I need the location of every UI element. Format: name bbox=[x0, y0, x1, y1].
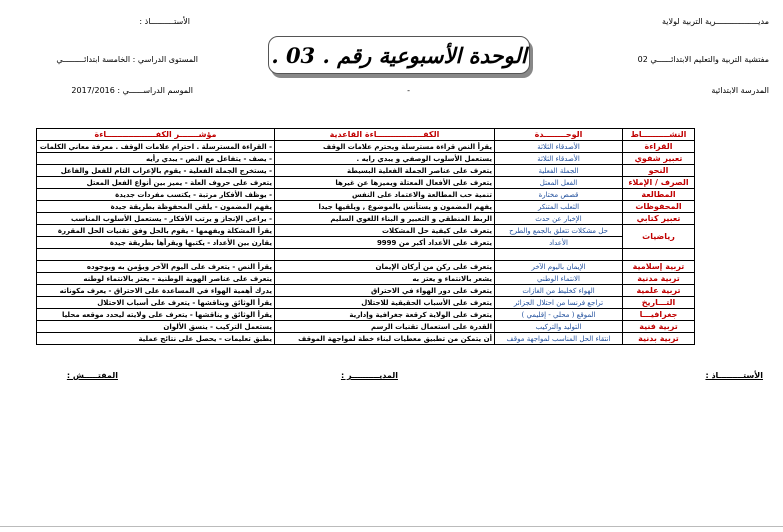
competency-cell: يتعرف على دور الهواء في الاحتراق bbox=[275, 285, 495, 297]
table-row bbox=[37, 213, 695, 225]
indicator-cell: يفهم المضمون - يلقي المحفوظة بطريقة جيدة bbox=[37, 201, 275, 213]
indicator-cell: يتعرف على عناصر الهوية الوطنية - يعتز بالانتماء لوطنه bbox=[37, 273, 275, 285]
table-row bbox=[37, 309, 695, 321]
table-row bbox=[37, 165, 695, 177]
activity-cell: رياضيات bbox=[623, 225, 695, 249]
table-row bbox=[37, 141, 695, 153]
table-row bbox=[37, 177, 695, 189]
activity-cell: تربية فنية bbox=[623, 321, 695, 333]
indicator-cell: يقارن بين الأعداد - يكتبها ويقرأها بطريقة جيدة bbox=[37, 237, 275, 249]
table-row bbox=[37, 285, 695, 297]
unit-cell: حل مشكلات تتعلق بالجمع والطرح bbox=[495, 225, 623, 237]
unit-cell: الانتماء الوطني bbox=[495, 273, 623, 285]
competency-cell bbox=[275, 249, 495, 261]
competency-cell: يشعر بالانتماء و يعتز به bbox=[275, 273, 495, 285]
unit-cell: الأصدقاء الثلاثة bbox=[495, 153, 623, 165]
column-header-indicators: مؤشـــــــر الكفــــــــــــــــــاءة bbox=[37, 129, 275, 141]
teacher-header-label: الأستــــــــــاذ : bbox=[139, 17, 190, 26]
unit-title: الوحدة الأسبوعية رقم . 03 . bbox=[271, 42, 527, 68]
page-bottom-border bbox=[0, 526, 783, 527]
competency-cell: يتعرف على الولاية كرقعة جغرافية وإدارية bbox=[275, 309, 495, 321]
table-row-empty bbox=[37, 249, 695, 261]
indicator-cell: - يستخرج الجملة الفعلية - يقوم بالإعراب التام للفعل والفاعل bbox=[37, 165, 275, 177]
unit-cell: الموقع ( محلي - إقليمي ) bbox=[495, 309, 623, 321]
activity-cell: تربية بدنية bbox=[623, 333, 695, 345]
activity-cell: القراءة bbox=[623, 141, 695, 153]
activity-cell: تربية مدنية bbox=[623, 273, 695, 285]
competency-cell: يتعرف على الأعداد أكبر من 9999 bbox=[275, 237, 495, 249]
activity-cell: جغرافيـــا bbox=[623, 309, 695, 321]
table-header-row bbox=[37, 129, 695, 141]
footer-teacher-label: الأستـــــــــاذ : bbox=[705, 371, 763, 380]
activity-cell: المحفوظات bbox=[623, 201, 695, 213]
table-row bbox=[37, 201, 695, 213]
footer-inspector-label: المفتـــــش : bbox=[66, 371, 118, 380]
competency-cell: يفهم المضمون و يستأنس بالموضوع , ويلقيها جيدا bbox=[275, 201, 495, 213]
competency-cell: الربط المنطقي و التعبير و البناء اللغوي السليم bbox=[275, 213, 495, 225]
unit-cell: تراجع فرنسا من احتلال الجزائر bbox=[495, 297, 623, 309]
unit-cell: الهواء كخليط من الغازات bbox=[495, 285, 623, 297]
table-row bbox=[37, 237, 695, 249]
inspectorate-label: مفتشية التربية والتعليم الابتدائــــــي 02 bbox=[637, 55, 769, 64]
activity-cell: النحو bbox=[623, 165, 695, 177]
school-label: المدرسة الابتدائية bbox=[711, 86, 769, 95]
column-header-competency: الكفـــــــــــــــــاءة القاعدية bbox=[275, 129, 495, 141]
table-row bbox=[37, 273, 695, 285]
indicator-cell: - يصف - يتفاعل مع النص - يبدي رأيه bbox=[37, 153, 275, 165]
table-row bbox=[37, 225, 695, 237]
unit-title-box bbox=[268, 36, 530, 74]
unit-cell bbox=[495, 249, 623, 261]
table-row bbox=[37, 333, 695, 345]
unit-cell: انتقاء الحل المناسب لمواجهة موقف bbox=[495, 333, 623, 345]
activity-cell: التـــاريخ bbox=[623, 297, 695, 309]
unit-cell: الأعداد bbox=[495, 237, 623, 249]
competency-cell: يتعرف على كيفية حل المشكلات bbox=[275, 225, 495, 237]
table-row bbox=[37, 297, 695, 309]
competency-cell: يتعرف على الأسباب الحقيقية للاحتلال bbox=[275, 297, 495, 309]
lesson-table bbox=[36, 128, 695, 345]
indicator-cell: - القراءة المسترسلة . احترام علامات الوقف . معرفة معاني الكلمات bbox=[37, 141, 275, 153]
unit-cell: الجملة الفعلية bbox=[495, 165, 623, 177]
indicator-cell bbox=[37, 249, 275, 261]
activity-cell: المطالعة bbox=[623, 189, 695, 201]
column-header-activity: النشــــــــــاط bbox=[623, 129, 695, 141]
indicator-cell: يستعمل التركيب - ينسق الألوان bbox=[37, 321, 275, 333]
activity-cell bbox=[623, 249, 695, 261]
indicator-cell: يقرأ الوثائق ويناقشها - يتعرف على أسباب الاحتلال bbox=[37, 297, 275, 309]
activity-cell: تربية علمية bbox=[623, 285, 695, 297]
activity-cell: تعبير شفوي bbox=[623, 153, 695, 165]
competency-cell: يستعمل الأسلوب الوصفي و يبدي رايه . bbox=[275, 153, 495, 165]
table-row bbox=[37, 321, 695, 333]
unit-cell: الإيمان باليوم الآخر bbox=[495, 261, 623, 273]
directorate-label: مديــــــــــــــــــرية التربية لولاية bbox=[662, 17, 769, 26]
footer-director-label: المديــــــــــر : bbox=[340, 371, 398, 380]
table-row bbox=[37, 153, 695, 165]
school-year-label: الموسم الدراســــــي : 2017/2016 bbox=[71, 86, 193, 95]
competency-cell: تنمية حب المطالعة والاعتماد على النفس bbox=[275, 189, 495, 201]
unit-cell: قصص مختارة bbox=[495, 189, 623, 201]
indicator-cell: يقرأ النص - يتعرف على اليوم الآخر ويؤمن به وبوجوده bbox=[37, 261, 275, 273]
activity-cell: الصرف / الإملاء bbox=[623, 177, 695, 189]
column-header-unit: الوحــــــــدة bbox=[495, 129, 623, 141]
school-dash: - bbox=[407, 86, 410, 95]
indicator-cell: يتعرف على حروف العلة - يميز بين أنواع الفعل المعتل bbox=[37, 177, 275, 189]
unit-cell: الثعلب المتنكر bbox=[495, 201, 623, 213]
level-label: المستوى الدراسي : الخامسة ابتدائـــــــــي bbox=[56, 55, 198, 64]
activity-cell: تربية إسلامية bbox=[623, 261, 695, 273]
indicator-cell: - يوظف الأفكار مرتبة - يكتسب مفردات جديدة bbox=[37, 189, 275, 201]
indicator-cell: يقرأ الوثائق و يناقشها - يتعرف على ولايته ليحدد موقعه محليا bbox=[37, 309, 275, 321]
indicator-cell: يدرك أهمية الهواء في المساعدة على الاحتراق - يعرف مكوناته bbox=[37, 285, 275, 297]
unit-cell: الأصدقاء الثلاثة bbox=[495, 141, 623, 153]
unit-cell: الإخبار عن حدث bbox=[495, 213, 623, 225]
competency-cell: يقرأ النص قراءة مسترسلة ويحترم علامات الوقف bbox=[275, 141, 495, 153]
unit-cell: التوليد والتركيب bbox=[495, 321, 623, 333]
competency-cell: أن يتمكن من تطبيق معطيات لبناء خطة لمواجهة الموقف bbox=[275, 333, 495, 345]
indicator-cell: - يراعي الإنجاز و يرتب الأفكار - يستعمل الأسلوب المناسب bbox=[37, 213, 275, 225]
unit-cell: الفعل المعتل bbox=[495, 177, 623, 189]
competency-cell: يتعرف على الأفعال المعتلة ويميزها عن غيرها bbox=[275, 177, 495, 189]
competency-cell: القدرة على استعمال تقنيات الرسم bbox=[275, 321, 495, 333]
table-row bbox=[37, 189, 695, 201]
indicator-cell: يطبق تعليمات - يحصل على نتائج عملية bbox=[37, 333, 275, 345]
competency-cell: يتعرف على عناصر الجملة الفعلية البسيطة bbox=[275, 165, 495, 177]
activity-cell: تعبير كتابي bbox=[623, 213, 695, 225]
table-row bbox=[37, 261, 695, 273]
indicator-cell: يقرأ المشكلة ويفهمها - يقوم بالحل وفق تقنيات الحل المقررة bbox=[37, 225, 275, 237]
competency-cell: يتعرف على ركن من أركان الإيمان bbox=[275, 261, 495, 273]
